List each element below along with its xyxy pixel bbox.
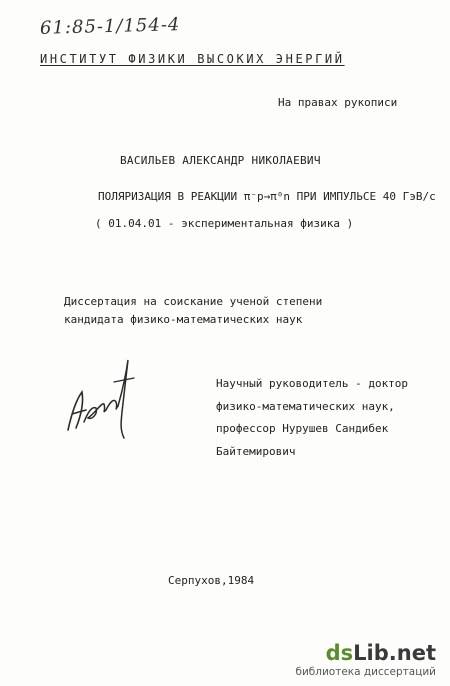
degree-statement-line1: Диссертация на соискание ученой степени: [64, 295, 323, 308]
catalog-number: 61:85-1/154-4: [39, 14, 181, 39]
institute-header: ИНСТИТУТ ФИЗИКИ ВЫСОКИХ ЭНЕРГИЙ: [40, 52, 345, 66]
specialty-code: ( 01.04.01 - экспериментальная физика ): [95, 217, 354, 230]
watermark-tagline: библиотека диссертаций: [295, 666, 436, 678]
supervisor-line: Байтемирович: [216, 444, 296, 458]
logo-part-lib: Lib: [353, 641, 389, 665]
logo-part-ds: ds: [325, 641, 354, 665]
rights-note: На правах рукописи: [278, 96, 398, 109]
supervisor-line: физико-математических наук,: [216, 399, 395, 413]
city-year: Серпухов,1984: [168, 574, 255, 587]
watermark[interactable]: [295, 642, 436, 678]
logo-part-net: .net: [388, 641, 436, 665]
thesis-title: ПОЛЯРИЗАЦИЯ В РЕАКЦИИ π⁻p→π⁰n ПРИ ИМПУЛЬСЕ 40 ГэВ/с: [98, 190, 436, 203]
degree-statement-line2: кандидата физико-математических наук: [64, 313, 303, 326]
author-name: ВАСИЛЬЕВ АЛЕКСАНДР НИКОЛАЕВИЧ: [120, 154, 321, 167]
supervisor-line: профессор Нурушев Сандибек: [216, 422, 389, 435]
supervisor-block: [216, 373, 408, 463]
handwritten-signature: [62, 352, 142, 442]
supervisor-line: Научный руководитель - доктор: [216, 377, 409, 390]
watermark-logo: [295, 642, 436, 664]
